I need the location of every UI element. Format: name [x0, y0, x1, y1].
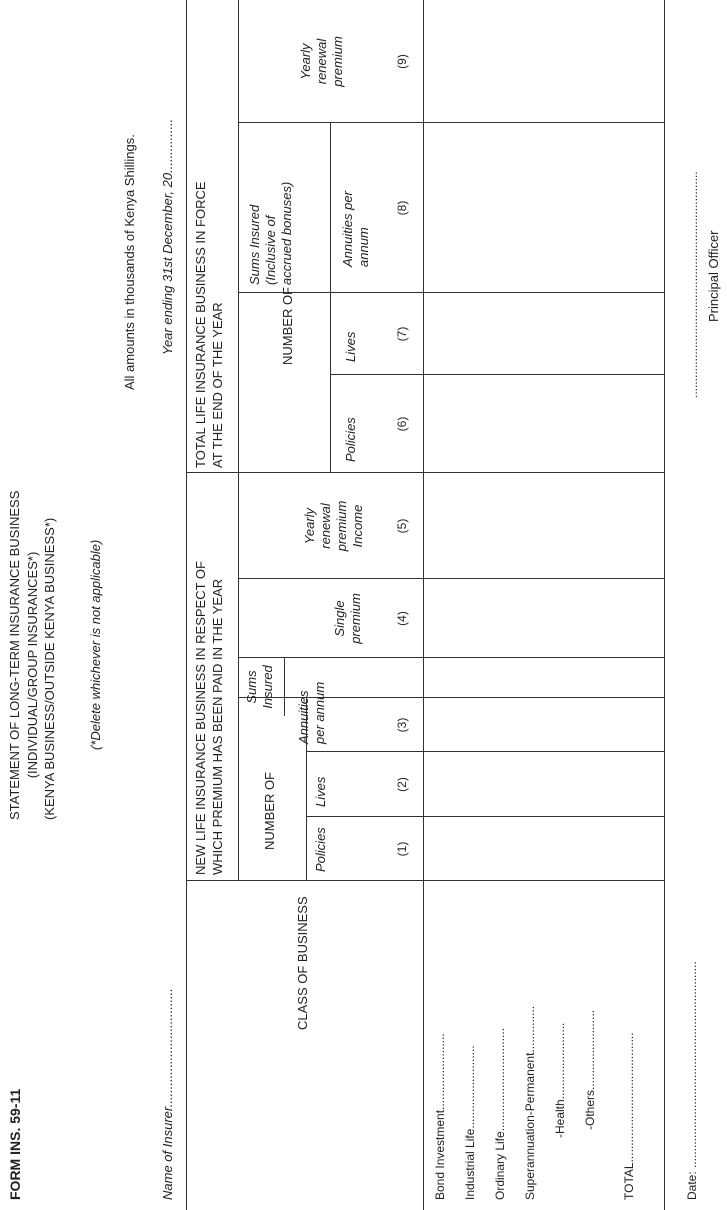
date-field: Date: .............................................................. — [685, 961, 699, 1200]
header-bottom-border — [423, 0, 424, 1210]
number-of-total-header: NUMBER OF — [280, 287, 295, 365]
total-business-header-line2: AT THE END OF THE YEAR — [210, 302, 225, 468]
policies-header-total: Policies — [343, 417, 358, 462]
annuities-per-annum-header-2: annum — [356, 227, 371, 267]
new-business-header-line1: NEW LIFE INSURANCE BUSINESS IN RESPECT OF — [193, 561, 208, 875]
row-ordinary-life: Ordinary Life............................... — [493, 1027, 507, 1200]
sums-inclusive-header-1: Sums Insured — [247, 204, 262, 285]
yearly-income-header-3: premium — [334, 500, 349, 552]
annuities-header-2: per annum — [312, 681, 327, 744]
row-industrial-life: Industrial Life......................... — [463, 1045, 477, 1200]
yearly-premium-header-1: Yearly — [298, 43, 313, 80]
yearly-income-header-2: renewal — [318, 503, 333, 549]
single-premium-header-1: Single — [332, 600, 347, 637]
delete-note: (*Delete whichever is not applicable) — [88, 539, 103, 750]
col-divider-1 — [306, 816, 664, 817]
col-number-9: (9) — [395, 54, 409, 69]
col-divider-4 — [238, 657, 664, 658]
group-header-divider — [238, 0, 239, 881]
row-total: TOTAL....................................... — [622, 1032, 636, 1200]
number-of-new-header: NUMBER OF — [262, 772, 277, 850]
insurer-name-label: Name of Insurer................................. — [160, 988, 175, 1200]
year-ending: Year ending 31st December, 20............... — [160, 118, 175, 355]
lives-header-total: Lives — [343, 331, 358, 362]
amounts-note: All amounts in thousands of Kenya Shillings. — [122, 134, 137, 390]
col-number-5: (5) — [395, 518, 409, 534]
col-number-1: (1) — [395, 841, 409, 857]
table-top-border — [186, 0, 187, 1210]
col-number-8: (8) — [395, 200, 409, 216]
col-number-4: (4) — [395, 611, 409, 626]
principal-officer-label: Principal Officer — [706, 230, 721, 322]
col-number-6: (6) — [395, 416, 409, 432]
table-bottom-border — [664, 0, 665, 1210]
policies-header-new: Policies — [313, 827, 328, 872]
annuities-per-annum-header-1: Annuities per — [340, 191, 355, 267]
sums-insured-divider — [284, 658, 285, 716]
yearly-premium-header-3: premium — [330, 36, 345, 87]
class-of-business-header: CLASS OF BUSINESS — [295, 896, 310, 1030]
yearly-income-header-1: Yearly — [302, 507, 317, 545]
col-divider-7 — [238, 292, 664, 293]
sums-inclusive-header-3: accrued bonuses) — [279, 181, 294, 285]
sums-insured-header-2: Insured — [260, 665, 275, 709]
new-business-header-line2: WHICH PREMIUM HAS BEEN PAID IN THE YEAR — [210, 578, 225, 875]
signature-line: .................................................................... — [686, 171, 700, 398]
col-divider-6 — [330, 374, 664, 375]
lives-header-new: Lives — [313, 776, 328, 807]
row-health: -Health....................... — [553, 1022, 567, 1138]
sums-insured-header-1: Sums — [244, 670, 259, 704]
row-bond-investment: Bond Investment....................... — [433, 1033, 447, 1200]
col-divider-class — [186, 880, 664, 881]
col-divider-2 — [306, 751, 664, 752]
form-code: FORM INS. 59-11 — [7, 1088, 23, 1200]
single-premium-header-2: premium — [348, 593, 363, 644]
yearly-premium-header-2: renewal — [314, 38, 329, 85]
form-title-line3: (KENYA BUSINESS/OUTSIDE KENYA BUSINESS*) — [42, 517, 57, 820]
col-number-3: (3) — [395, 717, 409, 733]
total-business-header-line1: TOTAL LIFE INSURANCE BUSINESS IN FORCE — [193, 181, 208, 468]
sums-inclusive-header-2: (Inclusive of — [263, 215, 278, 285]
col-number-2: (2) — [395, 777, 409, 792]
row-superannuation-permanent: Superannuation-Permanent.............. — [523, 1005, 537, 1200]
col-number-7: (7) — [395, 326, 409, 342]
form-title-line1: STATEMENT OF LONG-TERM INSURANCE BUSINESS — [7, 490, 22, 820]
col-divider-group — [186, 472, 664, 473]
row-others: -Others........................ — [583, 1009, 597, 1130]
form-title-line2: (INDIVIDUAL/GROUP INSURANCES*) — [25, 551, 40, 779]
annuities-header-1: Annuities — [296, 690, 311, 744]
number-of-divider-total — [330, 123, 331, 473]
yearly-income-header-4: Income — [350, 504, 365, 548]
